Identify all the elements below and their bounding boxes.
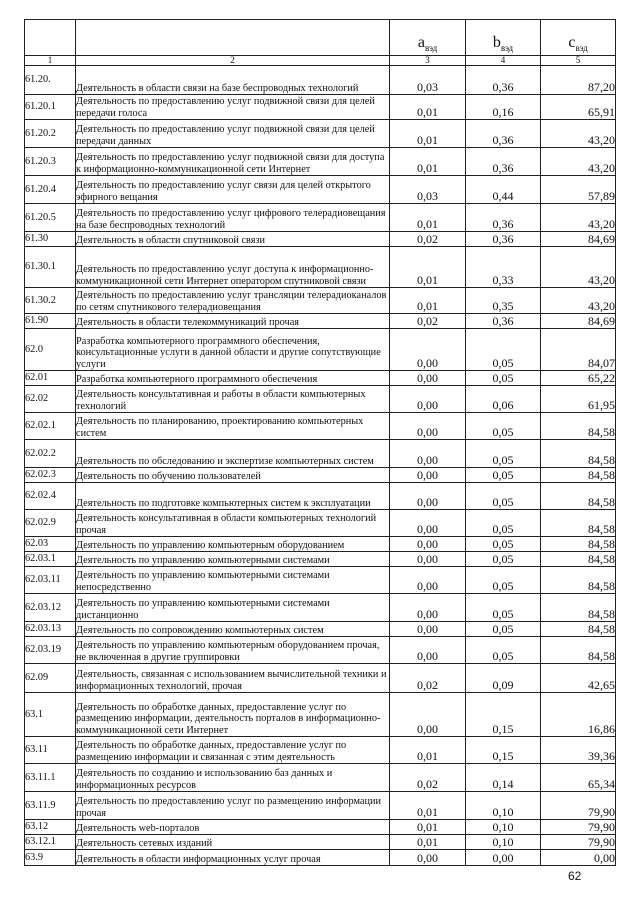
table-row	[25, 737, 616, 764]
table-row	[25, 232, 616, 247]
activity-description: Деятельность web-порталов	[76, 820, 390, 835]
value-c: 43,20	[541, 120, 616, 148]
table-row	[25, 413, 616, 440]
value-b: 0,05	[466, 622, 541, 637]
table-row	[25, 835, 616, 850]
value-b: 0,36	[466, 204, 541, 232]
value-c: 84,58	[541, 567, 616, 594]
activity-description: Деятельность по подготовке компьютерных систем к эксплуатации	[76, 483, 390, 510]
value-b: 0,35	[466, 288, 541, 314]
table-row	[25, 176, 616, 204]
activity-description: Деятельность по предоставлению услуг по размещению информации прочая	[76, 792, 390, 820]
value-a: 0,00	[390, 537, 466, 552]
activity-code: 61.30	[25, 232, 76, 247]
table-row	[25, 468, 616, 483]
column-number: 4	[466, 56, 541, 66]
value-b: 0,05	[466, 413, 541, 440]
value-a: 0,01	[390, 247, 466, 288]
activity-code: 61.20.2	[25, 120, 76, 148]
activity-code: 62.03.12	[25, 594, 76, 622]
table-row	[25, 537, 616, 552]
value-c: 84,58	[541, 440, 616, 468]
value-b: 0,10	[466, 820, 541, 835]
table-header-row	[25, 20, 616, 56]
value-c: 84,58	[541, 537, 616, 552]
value-b: 0,44	[466, 176, 541, 204]
activity-code: 61.20.5	[25, 204, 76, 232]
table-row	[25, 247, 616, 288]
column-number: 2	[76, 56, 390, 66]
activity-code: 63.11	[25, 737, 76, 764]
header-a-symbol: a	[417, 34, 425, 52]
activity-description: Деятельность в области информационных услуг прочая	[76, 850, 390, 866]
value-a: 0,02	[390, 664, 466, 693]
table-row	[25, 120, 616, 148]
header-b-sub: вэд	[500, 43, 514, 54]
value-c: 16,86	[541, 693, 616, 737]
activity-description: Деятельность по предоставлению услуг трансляции телерадиоканалов по сетям спутникового телерадиовещания	[76, 288, 390, 314]
table-row	[25, 664, 616, 693]
value-c: 79,90	[541, 835, 616, 850]
table-row	[25, 552, 616, 567]
table-row	[25, 66, 616, 95]
activity-code: 62.02.9	[25, 510, 76, 537]
header-a-sub: вэд	[424, 43, 438, 54]
value-c: 84,58	[541, 552, 616, 567]
header-c-symbol: c	[568, 34, 576, 52]
header-b	[466, 20, 541, 56]
activity-code: 61.20.4	[25, 176, 76, 204]
value-a: 0,01	[390, 792, 466, 820]
value-b: 0,05	[466, 637, 541, 664]
table-row	[25, 440, 616, 468]
table-row	[25, 637, 616, 664]
value-b: 0,06	[466, 386, 541, 413]
value-a: 0,00	[390, 329, 466, 371]
activity-description: Деятельность в области спутниковой связи	[76, 232, 390, 247]
value-c: 84,58	[541, 510, 616, 537]
value-b: 0,05	[466, 468, 541, 483]
value-a: 0,03	[390, 66, 466, 95]
activity-description: Деятельность по сопровождению компьютерных систем	[76, 622, 390, 637]
table-row	[25, 148, 616, 176]
value-a: 0,01	[390, 820, 466, 835]
value-b: 0,36	[466, 120, 541, 148]
value-c: 84,58	[541, 637, 616, 664]
activity-description: Деятельность по обработке данных, предоставление услуг по размещению информации, деятельность порталов в информационно-коммуникационной сети Интернет	[76, 693, 390, 737]
value-c: 79,90	[541, 792, 616, 820]
value-b: 0,05	[466, 371, 541, 386]
value-a: 0,00	[390, 440, 466, 468]
value-a: 0,02	[390, 764, 466, 792]
activity-description: Деятельность по обследованию и экспертизе компьютерных систем	[76, 440, 390, 468]
table-row	[25, 693, 616, 737]
value-b: 0,36	[466, 314, 541, 329]
value-b: 0,05	[466, 483, 541, 510]
activity-description: Деятельность консультативная в области компьютерных технологий прочая	[76, 510, 390, 537]
value-a: 0,01	[390, 737, 466, 764]
activity-description: Деятельность по управлению компьютерным оборудованием	[76, 537, 390, 552]
activity-description: Деятельность по предоставлению услуг подвижной связи для целей передачи голоса	[76, 95, 390, 120]
table-row	[25, 567, 616, 594]
activity-description: Деятельность сетевых изданий	[76, 835, 390, 850]
value-a: 0,02	[390, 232, 466, 247]
activity-code: 63.9	[25, 850, 76, 866]
activity-description: Деятельность по управлению компьютерными системами	[76, 552, 390, 567]
table-row	[25, 764, 616, 792]
value-b: 0,05	[466, 440, 541, 468]
value-b: 0,10	[466, 792, 541, 820]
header-b-symbol: b	[492, 34, 501, 52]
activity-description: Деятельность по предоставлению услуг подвижной связи для доступа к информационно-коммуникационной сети Интернет	[76, 148, 390, 176]
activity-code: 61.20.1	[25, 95, 76, 120]
column-number: 1	[25, 56, 76, 66]
activity-code: 61.30.1	[25, 247, 76, 288]
activity-description: Деятельность в области связи на базе беспроводных технологий	[76, 66, 390, 95]
value-a: 0,03	[390, 176, 466, 204]
column-number-row	[25, 56, 616, 66]
activity-code: 61.20.	[25, 66, 76, 95]
value-b: 0,36	[466, 66, 541, 95]
table-row	[25, 95, 616, 120]
value-b: 0,10	[466, 835, 541, 850]
value-c: 84,07	[541, 329, 616, 371]
activity-code: 63.11.1	[25, 764, 76, 792]
table-row	[25, 850, 616, 866]
column-number: 5	[541, 56, 616, 66]
activity-code: 63.11.9	[25, 792, 76, 820]
activity-code: 62.03.19	[25, 637, 76, 664]
value-b: 0,36	[466, 232, 541, 247]
activity-code: 61.30.2	[25, 288, 76, 314]
activity-description: Деятельность по обучению пользователей	[76, 468, 390, 483]
activity-description: Деятельность, связанная с использованием вычислительной техники и информационных технологий, прочая	[76, 664, 390, 693]
value-c: 84,69	[541, 232, 616, 247]
value-c: 84,58	[541, 468, 616, 483]
table-row	[25, 288, 616, 314]
table-row	[25, 371, 616, 386]
value-c: 57,89	[541, 176, 616, 204]
value-a: 0,00	[390, 850, 466, 866]
activity-code: 62.02.2	[25, 440, 76, 468]
activity-code: 62.09	[25, 664, 76, 693]
value-a: 0,01	[390, 148, 466, 176]
value-c: 65,22	[541, 371, 616, 386]
activity-description: Разработка компьютерного программного обеспечения, консультационные услуги в данной области и другие сопутствующие услуги	[76, 329, 390, 371]
column-number: 3	[390, 56, 466, 66]
activity-code: 62.01	[25, 371, 76, 386]
value-a: 0,00	[390, 413, 466, 440]
value-a: 0,02	[390, 314, 466, 329]
value-c: 65,34	[541, 764, 616, 792]
activity-code: 62.02.3	[25, 468, 76, 483]
value-b: 0,05	[466, 594, 541, 622]
value-a: 0,00	[390, 483, 466, 510]
value-c: 65,91	[541, 95, 616, 120]
value-a: 0,00	[390, 468, 466, 483]
activity-code: 62.03.11	[25, 567, 76, 594]
value-a: 0,01	[390, 204, 466, 232]
value-b: 0,36	[466, 148, 541, 176]
activity-description: Деятельность по предоставлению услуг подвижной связи для целей передачи данных	[76, 120, 390, 148]
value-c: 87,20	[541, 66, 616, 95]
activity-code: 62.03	[25, 537, 76, 552]
table-row	[25, 792, 616, 820]
table-row	[25, 510, 616, 537]
table-row	[25, 594, 616, 622]
table-row	[25, 622, 616, 637]
value-c: 42,65	[541, 664, 616, 693]
value-c: 84,58	[541, 483, 616, 510]
activity-description: Деятельность по предоставлению услуг доступа к информационно-коммуникационной сети Интернет оператором спутниковой связи	[76, 247, 390, 288]
table-row	[25, 483, 616, 510]
value-b: 0,15	[466, 737, 541, 764]
value-a: 0,01	[390, 95, 466, 120]
value-c: 43,20	[541, 288, 616, 314]
value-b: 0,05	[466, 510, 541, 537]
value-a: 0,00	[390, 622, 466, 637]
value-a: 0,00	[390, 693, 466, 737]
value-b: 0,14	[466, 764, 541, 792]
value-c: 79,90	[541, 820, 616, 835]
activity-code: 62.03.1	[25, 552, 76, 567]
coefficients-table	[24, 19, 616, 866]
table-row	[25, 386, 616, 413]
activity-code: 62.02	[25, 386, 76, 413]
value-a: 0,01	[390, 835, 466, 850]
value-a: 0,01	[390, 120, 466, 148]
page-number: 62	[568, 869, 582, 883]
value-c: 84,58	[541, 622, 616, 637]
value-b: 0,16	[466, 95, 541, 120]
value-c: 84,58	[541, 594, 616, 622]
activity-description: Разработка компьютерного программного обеспечения	[76, 371, 390, 386]
value-b: 0,33	[466, 247, 541, 288]
value-a: 0,00	[390, 371, 466, 386]
activity-code: 61.20.3	[25, 148, 76, 176]
value-c: 43,20	[541, 148, 616, 176]
activity-code: 63.1	[25, 693, 76, 737]
activity-description: Деятельность по управлению компьютерными системами дистанционно	[76, 594, 390, 622]
activity-description: Деятельность по обработке данных, предоставление услуг по размещению информации и связанная с этим деятельность	[76, 737, 390, 764]
value-c: 0,00	[541, 850, 616, 866]
value-c: 43,20	[541, 247, 616, 288]
activity-description: Деятельность в области телекоммуникаций прочая	[76, 314, 390, 329]
activity-code: 62.02.1	[25, 413, 76, 440]
value-c: 39,36	[541, 737, 616, 764]
value-b: 0,09	[466, 664, 541, 693]
table-row	[25, 329, 616, 371]
value-a: 0,00	[390, 594, 466, 622]
activity-description: Деятельность по управлению компьютерным оборудованием прочая, не включенная в другие группировки	[76, 637, 390, 664]
activity-description: Деятельность по предоставлению услуг цифрового телерадиовещания на базе беспроводных технологий	[76, 204, 390, 232]
value-a: 0,00	[390, 637, 466, 664]
value-c: 84,69	[541, 314, 616, 329]
activity-description: Деятельность по управлению компьютерными системами непосредственно	[76, 567, 390, 594]
value-b: 0,00	[466, 850, 541, 866]
table-row	[25, 314, 616, 329]
value-a: 0,00	[390, 567, 466, 594]
header-c-sub: вэд	[575, 43, 588, 54]
table-row	[25, 204, 616, 232]
value-b: 0,15	[466, 693, 541, 737]
value-b: 0,05	[466, 567, 541, 594]
activity-code: 63.12	[25, 820, 76, 835]
header-desc-cell	[76, 20, 390, 56]
activity-code: 63.12.1	[25, 835, 76, 850]
activity-description: Деятельность по предоставлению услуг связи для целей открытого эфирного вещания	[76, 176, 390, 204]
table-row	[25, 820, 616, 835]
activity-description: Деятельность по планированию, проектированию компьютерных систем	[76, 413, 390, 440]
value-a: 0,00	[390, 552, 466, 567]
activity-code: 62.0	[25, 329, 76, 371]
value-c: 84,58	[541, 413, 616, 440]
value-b: 0,05	[466, 329, 541, 371]
value-a: 0,00	[390, 386, 466, 413]
activity-code: 62.03.13	[25, 622, 76, 637]
header-c	[541, 20, 616, 56]
value-b: 0,05	[466, 537, 541, 552]
value-b: 0,05	[466, 552, 541, 567]
activity-code: 61.90	[25, 314, 76, 329]
header-code-cell	[25, 20, 76, 56]
header-a	[390, 20, 466, 56]
value-a: 0,01	[390, 288, 466, 314]
activity-description: Деятельность консультативная и работы в области компьютерных технологий	[76, 386, 390, 413]
value-c: 43,20	[541, 204, 616, 232]
value-c: 61,95	[541, 386, 616, 413]
activity-code: 62.02.4	[25, 483, 76, 510]
value-a: 0,00	[390, 510, 466, 537]
activity-description: Деятельность по созданию и использованию баз данных и информационных ресурсов	[76, 764, 390, 792]
